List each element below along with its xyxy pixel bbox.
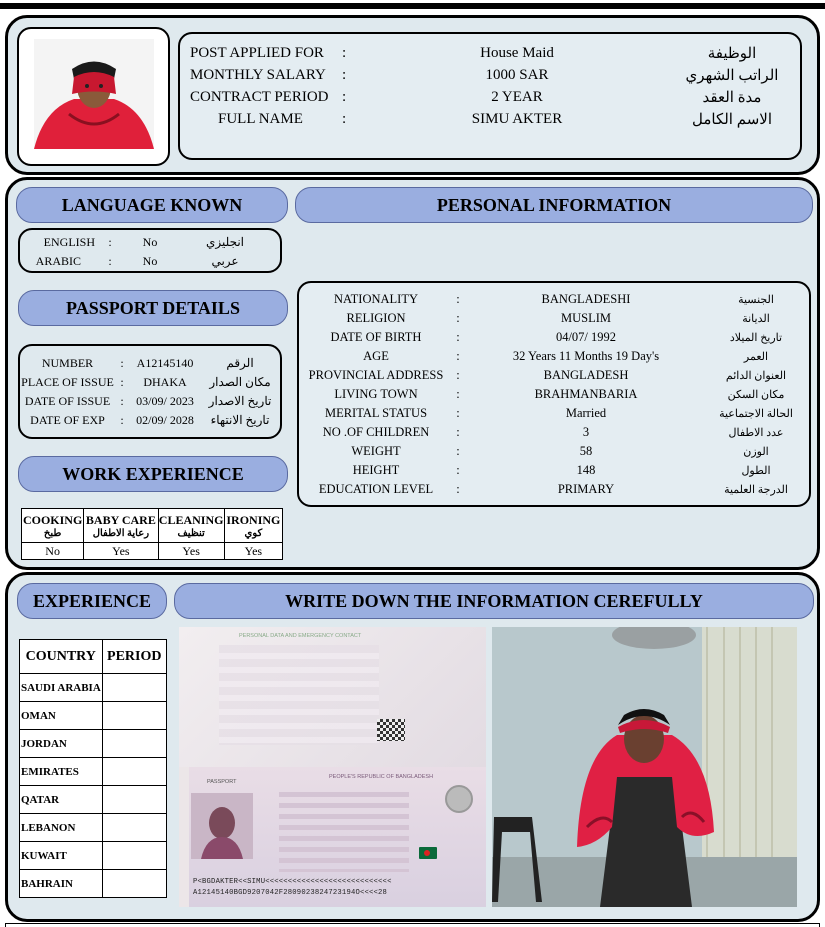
scan-mrz-line: A12145140BGD9207042F2809023824723194O<<<<28 [193, 889, 388, 897]
personal-arabic: الطول [741, 465, 771, 477]
personal-label: MERITAL STATUS [324, 406, 428, 420]
personal-label: RELIGION [346, 311, 406, 325]
personal-row: HEIGHT : 148 الطول [299, 461, 803, 480]
country-cell: JORDAN [20, 730, 103, 758]
period-cell[interactable] [102, 758, 166, 786]
personal-arabic: الدرجة العلمية [724, 484, 788, 496]
personal-label: EDUCATION LEVEL [318, 482, 434, 496]
passport-holder-photo [191, 793, 253, 859]
country-cell: LEBANON [20, 814, 103, 842]
language-title: LANGUAGE KNOWN [16, 187, 288, 223]
personal-value: PRIMARY [557, 482, 615, 496]
bottom-edge-box [5, 923, 820, 927]
personal-box [297, 281, 811, 507]
personal-label: HEIGHT [352, 463, 400, 477]
personal-title: PERSONAL INFORMATION [295, 187, 813, 223]
personal-value: MUSLIM [560, 311, 611, 325]
personal-label: NO .OF CHILDREN [322, 425, 430, 439]
country-cell: QATAR [20, 786, 103, 814]
personal-row: PROVINCIAL ADDRESS : BANGLADESH العنوان الدائم [299, 366, 803, 385]
personal-row: LIVING TOWN : BRAHMANBARIA مكان السكن [299, 385, 803, 404]
personal-value: BRAHMANBARIA [534, 387, 638, 401]
period-cell[interactable] [102, 814, 166, 842]
period-cell[interactable] [102, 702, 166, 730]
country-row [20, 730, 167, 758]
personal-arabic: الجنسية [738, 294, 774, 306]
bd-flag [419, 847, 437, 859]
personal-row: WEIGHT : 58 الوزن [299, 442, 803, 461]
header-arabic: الراتب الشهري [685, 67, 779, 84]
country-cell: OMAN [20, 702, 103, 730]
profile-photo [34, 39, 154, 149]
header-row: POST APPLIED FOR : House Maid الوظيفة [190, 42, 792, 64]
personal-arabic: الوزن [743, 446, 769, 458]
header-arabic: الوظيفة [707, 45, 757, 62]
country-cell: SAUDI ARABIA [20, 674, 103, 702]
personal-row: RELIGION : MUSLIM الديانة [299, 309, 803, 328]
personal-row: NATIONALITY : BANGLADESHI الجنسية [299, 290, 803, 309]
personal-label: PROVINCIAL ADDRESS [308, 368, 444, 382]
language-box [18, 228, 282, 273]
full-body-photo [492, 627, 797, 907]
personal-label: LIVING TOWN [334, 387, 418, 401]
header-row: MONTHLY SALARY : 1000 SAR الراتب الشهري [190, 64, 792, 86]
work-col-header: CLEANING تنظيف [158, 509, 224, 543]
personal-arabic: العمر [743, 351, 769, 363]
experience-title: EXPERIENCE [17, 583, 167, 619]
personal-arabic: الحالة الاجتماعية [719, 408, 793, 420]
personal-label: NATIONALITY [333, 292, 418, 306]
passport-box [18, 344, 282, 439]
header-value: SIMU AKTER [471, 110, 563, 127]
work-value: Yes [158, 543, 224, 560]
work-value: Yes [224, 543, 282, 560]
personal-arabic: العنوان الدائم [725, 370, 787, 382]
country-row [20, 842, 167, 870]
header-label: FULL NAME [218, 110, 303, 127]
header-row: FULL NAME : SIMU AKTER الاسم الكامل [190, 108, 792, 130]
personal-label: AGE [363, 349, 389, 363]
passport-row: PLACE OF ISSUE : DHAKA مكان الصدار [21, 374, 271, 389]
personal-value: 3 [582, 425, 590, 439]
header-value: House Maid [480, 44, 554, 61]
qr-code [377, 719, 405, 741]
personal-value: Married [565, 406, 607, 420]
personal-arabic: عدد الاطفال [728, 427, 784, 439]
personal-value: 04/07/ 1992 [555, 330, 617, 344]
work-col-header: BABY CARE رعاية الاطفال [84, 509, 158, 543]
header-arabic: مدة العقد [702, 89, 762, 106]
personal-row: DATE OF BIRTH : 04/07/ 1992 تاريخ الميلاد [299, 328, 803, 347]
scan-doc-title: PEOPLE'S REPUBLIC OF BANGLADESH [329, 774, 434, 780]
bd-emblem [445, 785, 473, 813]
instruction-banner: WRITE DOWN THE INFORMATION CEREFULLY [174, 583, 814, 619]
header-section [5, 15, 820, 175]
language-row: ENGLISH : No انجليزي [43, 235, 245, 249]
experience-table [19, 639, 167, 898]
passport-scan-image [179, 627, 486, 907]
language-row: ARABIC : No عربي [35, 254, 239, 268]
personal-row: EDUCATION LEVEL : PRIMARY الدرجة العلمية [299, 480, 803, 499]
profile-photo-frame [17, 27, 170, 166]
personal-value: BANGLADESH [543, 368, 629, 382]
experience-section [5, 572, 820, 922]
country-row [20, 814, 167, 842]
period-cell[interactable] [102, 786, 166, 814]
header-value: 2 YEAR [491, 88, 543, 105]
header-label: CONTRACT PERIOD [190, 88, 329, 105]
personal-value: 58 [579, 444, 593, 458]
personal-row: MERITAL STATUS : Married الحالة الاجتماعية [299, 404, 803, 423]
details-section [5, 177, 820, 570]
scan-passport-label: PASSPORT [207, 779, 237, 785]
personal-arabic: مكان السكن [727, 389, 785, 401]
country-row [20, 758, 167, 786]
period-cell[interactable] [102, 730, 166, 758]
personal-row: AGE : 32 Years 11 Months 19 Day's العمر [299, 347, 803, 366]
header-label: POST APPLIED FOR [190, 44, 324, 61]
work-value: Yes [84, 543, 158, 560]
period-cell[interactable] [102, 870, 166, 898]
personal-label: DATE OF BIRTH [330, 330, 422, 344]
personal-arabic: تاريخ الميلاد [729, 332, 783, 344]
country-row [20, 702, 167, 730]
country-row [20, 786, 167, 814]
country-cell: EMIRATES [20, 758, 103, 786]
country-cell: BAHRAIN [20, 870, 103, 898]
header-label: MONTHLY SALARY [190, 66, 326, 83]
personal-value: BANGLADESHI [541, 292, 631, 306]
country-cell: KUWAIT [20, 842, 103, 870]
scan-mrz-line: P<BGDAKTER<<SIMU<<<<<<<<<<<<<<<<<<<<<<<<<<<< [193, 878, 392, 886]
personal-label: WEIGHT [351, 444, 401, 458]
passport-row: DATE OF EXP : 02/09/ 2028 تاريخ الانتهاء [30, 412, 270, 427]
job-summary-box [178, 32, 802, 160]
personal-row: NO .OF CHILDREN : 3 عدد الاطفال [299, 423, 803, 442]
header-arabic: الاسم الكامل [691, 111, 772, 128]
header-row: CONTRACT PERIOD : 2 YEAR مدة العقد [190, 86, 792, 108]
country-row [20, 870, 167, 898]
passport-row: DATE OF ISSUE : 03/09/ 2023 تاريخ الاصدار [24, 393, 272, 408]
header-value: 1000 SAR [485, 66, 549, 83]
work-title: WORK EXPERIENCE [18, 456, 288, 492]
personal-value: 32 Years 11 Months 19 Day's [512, 349, 660, 363]
period-cell[interactable] [102, 842, 166, 870]
personal-value: 148 [576, 463, 596, 477]
scan-top-banner: PERSONAL DATA AND EMERGENCY CONTACT [239, 633, 362, 639]
work-table [21, 508, 283, 560]
period-cell[interactable] [102, 674, 166, 702]
work-col-header: IRONING كوي [224, 509, 282, 543]
passport-row: NUMBER : A12145140 الرقم [41, 355, 254, 370]
country-row [20, 674, 167, 702]
personal-arabic: الديانة [742, 313, 770, 325]
work-col-header: COOKING طبخ [22, 509, 84, 543]
passport-title: PASSPORT DETAILS [18, 290, 288, 326]
work-value: No [22, 543, 84, 560]
country-header: COUNTRY [20, 640, 103, 674]
top-rule [0, 3, 825, 9]
period-header: PERIOD [102, 640, 166, 674]
